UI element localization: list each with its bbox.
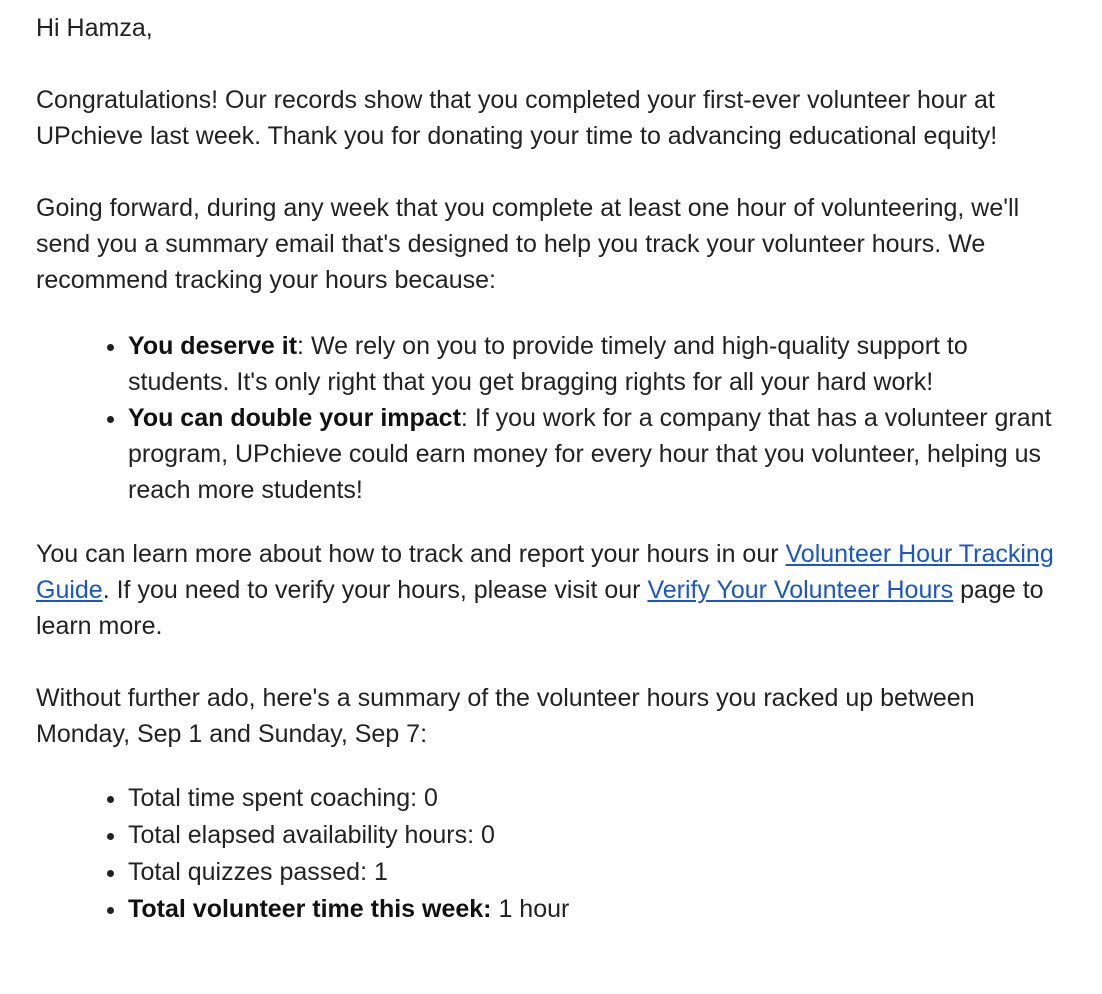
list-item — [128, 328, 1054, 400]
intro-paragraph: Congratulations! Our records show that you completed your first-ever volunteer hour at UPchieve last week. Thank you for donating your time to advancing educational equity! — [36, 86, 998, 150]
summary-item-availability: • Total elapsed availability hours: 0 — [128, 817, 1054, 854]
summary-intro-paragraph: Without further ado, here's a summary of the volunteer hours you racked up between Monday, Sep 1 and Sunday, Sep 7: — [36, 684, 975, 748]
greeting: Hi Hamza, — [36, 14, 153, 42]
learn-more-text: You can learn more about how to track and report your hours in our — [36, 540, 786, 568]
summary-item-total — [128, 891, 1054, 928]
list-item — [128, 400, 1054, 508]
total-label: Total volunteer time this week: — [128, 895, 492, 923]
volunteer-hour-tracking-guide-link[interactable]: Volunteer Hour Tracking Guide — [36, 540, 1054, 604]
summary-list — [36, 780, 1054, 928]
reason-title: You can double your impact — [128, 404, 461, 432]
learn-more-text: . If you need to verify your hours, please visit our — [102, 576, 648, 604]
summary-item-quizzes: • Total quizzes passed: 1 — [128, 854, 1054, 891]
total-value: 1 hour — [491, 895, 570, 923]
reason-title: You deserve it — [128, 332, 298, 360]
reason-text: : If you work for a company that has a volunteer grant program, UPchieve could earn money for every hour that you volunteer, helping us reach more students! — [128, 404, 1052, 504]
going-forward-paragraph: Going forward, during any week that you complete at least one hour of volunteering, we'll send you a summary email that's designed to help you track your volunteer hours. We recommend tracking your hours because: — [36, 194, 1020, 294]
learn-more-paragraph — [36, 536, 1054, 644]
reason-text: : We rely on you to provide timely and high-quality support to students. It's only right that you get bragging rights for all your hard work! — [128, 332, 968, 396]
verify-volunteer-hours-link[interactable]: Verify Your Volunteer Hours — [647, 576, 954, 604]
summary-item-coaching: • Total time spent coaching: 0 — [128, 780, 1054, 817]
reasons-list — [36, 328, 1054, 508]
learn-more-text: page to learn more. — [36, 576, 1044, 640]
